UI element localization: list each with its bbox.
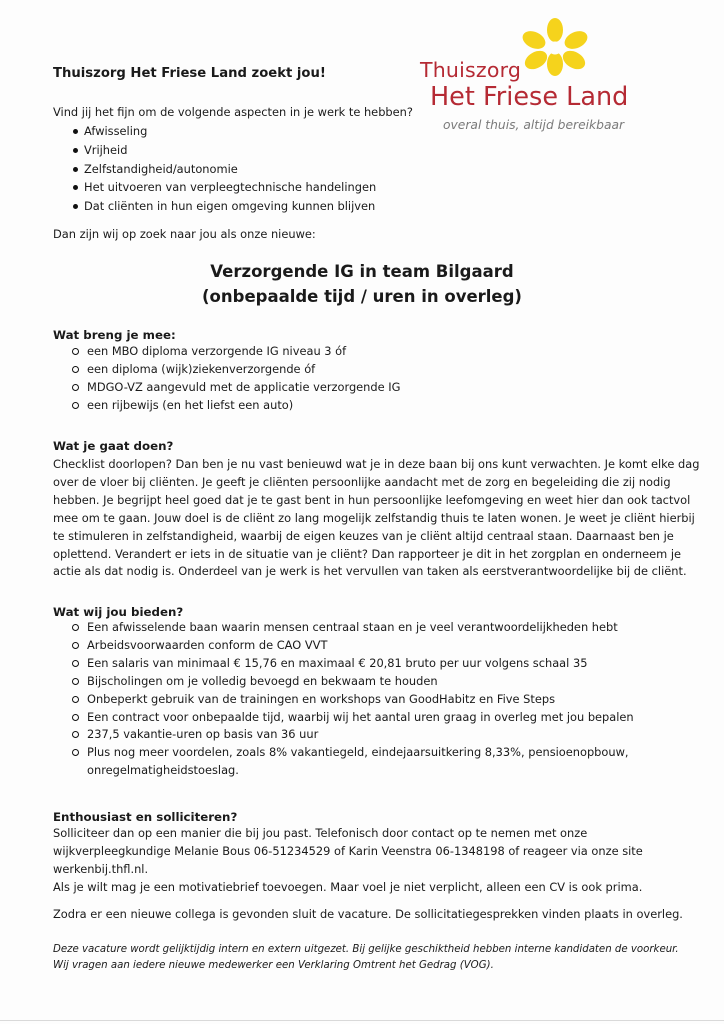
list-item: Een afwisselende baan waarin mensen centraal staan en je veel verantwoordelijkheden hebt xyxy=(53,619,634,637)
bullet-icon xyxy=(73,204,78,209)
list-item: een rijbewijs (en het liefst een auto) xyxy=(53,397,400,415)
list-item: 237,5 vakantie-uren op basis van 36 uur xyxy=(53,726,634,744)
circle-bullet-icon xyxy=(72,642,79,649)
list-item: een MBO diploma verzorgende IG niveau 3 óf xyxy=(53,343,400,361)
list-item: Bijscholingen om je volledig bevoegd en bekwaam te houden xyxy=(53,673,634,691)
section-heading-offer: Wat wij jou bieden? xyxy=(53,605,184,619)
list-item: Het uitvoeren van verpleegtechnische handelingen xyxy=(53,178,376,197)
bullet-icon xyxy=(73,185,78,190)
circle-bullet-icon xyxy=(72,660,79,667)
list-item: een diploma (wijk)ziekenverzorgende óf xyxy=(53,361,400,379)
circle-bullet-icon xyxy=(72,348,79,355)
list-item: Onbeperkt gebruik van de trainingen en workshops van GoodHabitz en Five Steps xyxy=(53,691,634,709)
list-item: Dat cliënten in hun eigen omgeving kunnen blijven xyxy=(53,197,376,216)
doing-paragraph: Checklist doorlopen? Dan ben je nu vast benieuwd wat je in deze baan bij ons kunt verwachten. Je komt elke dag over de vloer bij cliënten. Je geeft je cliënten persoonlijke aandacht met de zorg en begeleiding die zij nodig hebben. Je begrijpt heel goed dat je te gast bent in hun persoonlijke leefomgeving en weet hier dan ook tactvol mee om te gaan. Jouw doel is de cliënt zo lang mogelijk zelfstandig thuis te laten wonen. Je weet je cliënt hierbij te stimuleren in zelfstandigheid, waarbij de eigen keuzes van je cliënt altijd centraal staan. Daarnaast ben je oplettend. Verandert er iets in de situatie van je cliënt? Dan rapporteer je dit in het zorgplan en onderneem je actie als dat nodig is. Onderdeel van je werk is het vervullen van taken als eerstverantwoordelijke bij de cliënt. xyxy=(53,457,700,579)
flower-logo-icon xyxy=(522,18,588,76)
logo-word-het-friese-land: Het Friese Land xyxy=(430,82,629,112)
logo-tagline: overal thuis, altijd bereikbaar xyxy=(443,118,625,132)
circle-bullet-icon xyxy=(72,366,79,373)
aspects-list xyxy=(53,122,376,216)
list-item: Vrijheid xyxy=(53,141,376,160)
section-heading-bring: Wat breng je mee: xyxy=(53,328,176,342)
list-item: Plus nog meer voordelen, zoals 8% vakantiegeld, eindejaarsuitkering 8,33%, pensioenopbouw, xyxy=(53,744,634,762)
circle-bullet-icon xyxy=(72,402,79,409)
list-item: Afwisseling xyxy=(53,122,376,141)
list-item-continuation: onregelmatigheidstoeslag. xyxy=(87,763,239,778)
circle-bullet-icon xyxy=(72,714,79,721)
section-heading-apply: Enthousiast en solliciteren? xyxy=(53,810,238,824)
job-title-line-1: Verzorgende IG in team Bilgaard xyxy=(210,262,514,281)
bullet-icon xyxy=(73,129,78,134)
circle-bullet-icon xyxy=(72,749,79,756)
list-item: Zelfstandigheid/autonomie xyxy=(53,160,376,179)
intro-text: Vind jij het fijn om de volgende aspecten in je werk te hebben? xyxy=(53,105,413,119)
closing-text: Zodra er een nieuwe collega is gevonden sluit de vacature. De sollicitatiegesprekken vinden plaats in overleg. xyxy=(53,907,683,921)
list-item: Een salaris van minimaal € 15,76 en maximaal € 20,81 bruto per uur volgens schaal 35 xyxy=(53,655,634,673)
logo-word-thuiszorg: Thuiszorg xyxy=(420,58,522,82)
looking-for-text: Dan zijn wij op zoek naar jou als onze nieuwe: xyxy=(53,227,316,241)
circle-bullet-icon xyxy=(72,384,79,391)
circle-bullet-icon xyxy=(72,696,79,703)
bullet-icon xyxy=(73,167,78,172)
circle-bullet-icon xyxy=(72,624,79,631)
list-item: Een contract voor onbepaalde tijd, waarbij wij het aantal uren graag in overleg met jou bepalen xyxy=(53,709,634,727)
list-item: MDGO-VZ aangevuld met de applicatie verzorgende IG xyxy=(53,379,400,397)
list-item: Arbeidsvoorwaarden conform de CAO VVT xyxy=(53,637,634,655)
company-logo xyxy=(420,18,690,138)
page-heading: Thuiszorg Het Friese Land zoekt jou! xyxy=(53,66,326,81)
apply-paragraph: Solliciteer dan op een manier die bij jou past. Telefonisch door contact op te nemen met onze wijkverpleegkundige Melanie Bous 06-51234529 of Karin Veenstra 06-1348198 of reageer via onze site werkenbij.thfl.nl. Als je wilt mag je een motivatiebrief toevoegen. Maar voel je niet verplicht, alleen een CV is ook prima. xyxy=(53,826,643,894)
job-title-line-2: (onbepaalde tijd / uren in overleg) xyxy=(202,287,522,306)
bullet-icon xyxy=(73,148,78,153)
circle-bullet-icon xyxy=(72,731,79,738)
circle-bullet-icon xyxy=(72,678,79,685)
benefits-list xyxy=(53,619,634,780)
footnote: Deze vacature wordt gelijktijdig intern en extern uitgezet. Bij gelijke geschiktheid hebben interne kandidaten de voorkeur. Wij vragen aan iedere nieuwe medewerker een Verklaring Omtrent het Gedrag (VOG). xyxy=(53,944,679,971)
section-heading-doing: Wat je gaat doen? xyxy=(53,439,174,453)
requirements-list xyxy=(53,343,400,415)
scan-edge-divider xyxy=(0,1020,724,1021)
